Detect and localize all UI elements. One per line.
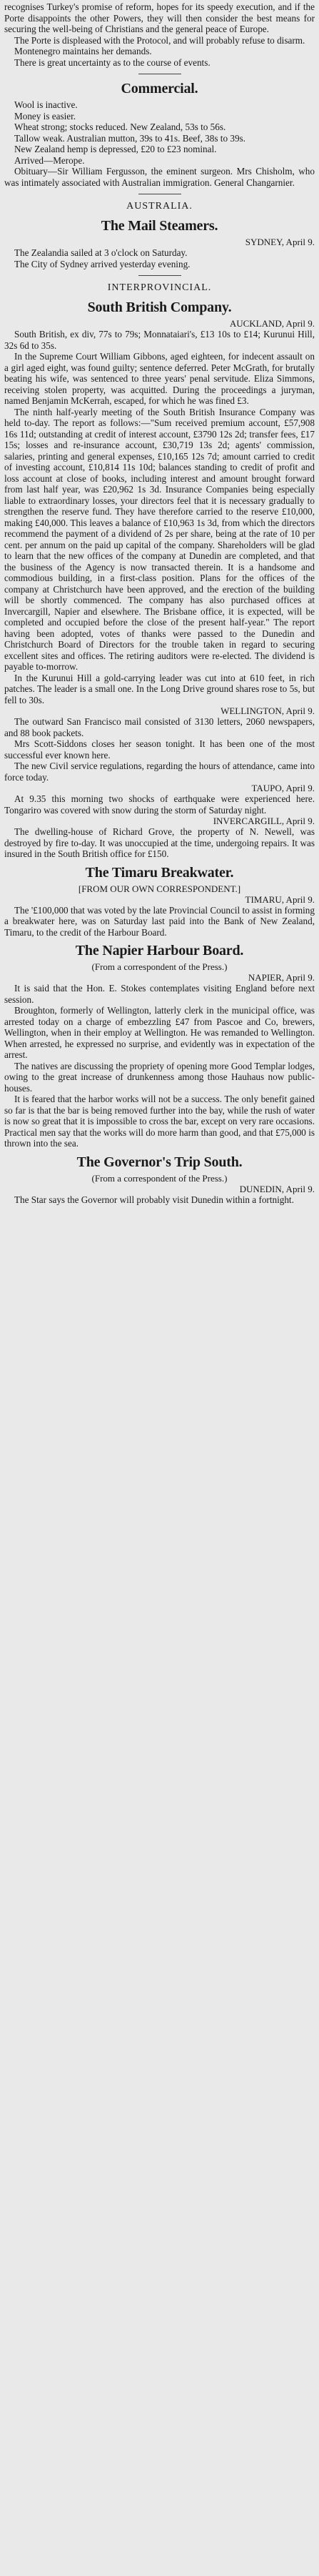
interprovincial-paragraph: The dwelling-house of Richard Grove, the property of N. Newell, was destroyed by fire to-day. It was unoccupied at the time, undergoing repairs. It was insured in the South British office for £150. xyxy=(4,826,315,859)
interprovincial-paragraph: In the Supreme Court William Gibbons, aged eighteen, for indecent assault on a girl aged eight, was found guilty; sentence deferred. Peter McGrath, for brutally beating his wife, was sentenced to three years' penal servitude. Eliza Simmons, receiving stolen property, was acquitted. During the proceedings a juryman, named Benjamin McKerrah, escaped, for which he was fined £3. xyxy=(4,351,315,406)
napier-paragraph: It is feared that the harbor works will not be a success. The only benefit gained so far is that the bar is being removed further into the bay, while the rush of water is now so great that it is impossible to cross the bar, except on very rare occasions. Practical men say that the works will do more harm than good, and that £75,000 is thrown into the sea. xyxy=(4,1094,315,1149)
interprovincial-paragraph: South British, ex div, 77s to 79s; Monnataiari's, £13 10s to £14; Kurunui Hill, 32s 6d to 35s. xyxy=(4,329,315,351)
commercial-paragraph: Arrived—Merope. xyxy=(14,154,85,166)
napier-section xyxy=(4,942,315,1149)
intro-paragraph: There is great uncertainty as to the course of events. xyxy=(14,56,211,68)
commercial-paragraph: Tallow weak. Australian mutton, 39s to 41s. Beef, 38s to 39s. xyxy=(14,132,245,144)
sydney-dateline: SYDNEY, April 9. xyxy=(245,237,315,247)
commercial-paragraph: Wool is inactive. xyxy=(14,99,78,110)
commercial-paragraph: New Zealand hemp is depressed, £20 to £23 nominal. xyxy=(14,144,217,154)
wellington-dateline: WELLINGTON, April 9. xyxy=(221,705,315,716)
australia-paragraph: The City of Sydney arrived yesterday evening. xyxy=(14,258,191,269)
interprovincial-paragraph: The ninth half-yearly meeting of the South British Insurance Company was held to-day. The report as follows:—"Sum received premium account, £57,908 16s 11d; outstanding at credit of interest account, £3790 12s 2d; transfer fees, £17 15s; losses and re-insurance account, £30,719 13s 2d; agents' commission, salaries, printing and general expenses, £10,165 12s 7d; amount carried to credit of investing account, £10,814 11s 10d; balances standing to credit of profit and loss account at close of books, including interest and amount brought forward from last half year, was £20,962 1s 3d. Insurance Companies being especially liable to extraordinary losses, your directors feel that it is necessary gradually to strengthen the reserve fund. They have therefore carried to the reserve £10,000, making £40,000. This leaves a balance of £10,963 1s 3d, from which the directors recommend the payment of a dividend of 2s per share, being at the rate of 10 per cent. per annum on the paid up capital of the company. Shareholders will be glad to learn that the new offices of the company at Dunedin are completed, and that the business of the Agency is now transacted therein. It is a handsome and commodious building, in a first-class position. Plans for the offices of the company at Christchurch have been approved, and the erection of the building will be shortly commenced. The company has also purchased offices at Invercargill, Napier and elsewhere. The Brisbane office, it is expected, will be completed and occupied before the close of the present half-year." The report having been adopted, votes of thanks were passed to the Dunedin and Christchurch Board of Directors for the trouble taken in regard to securing excellent sites and offices. The retiring auditors were re-elected. The dividend is payable to-morrow. xyxy=(4,406,315,672)
commercial-paragraph: Money is easier. xyxy=(14,110,76,122)
governor-section xyxy=(4,1154,315,1206)
auckland-dateline: AUCKLAND, April 9. xyxy=(229,318,315,329)
interprovincial-paragraph: The outward San Francisco mail consisted of 3130 letters, 2060 newspapers, and 88 book packets. xyxy=(4,716,315,738)
napier-heading: The Napier Harbour Board. xyxy=(75,943,244,958)
governor-heading: The Governor's Trip South. xyxy=(76,1154,243,1170)
governor-paragraph: The Star says the Governor will probably visit Dunedin within a fortnight. xyxy=(14,1194,294,1205)
interprovincial-paragraph: Mrs Scott-Siddons closes her season tonight. It has been one of the most successful ever known here. xyxy=(4,738,315,761)
governor-note: (From a correspondent of the Press.) xyxy=(91,1172,228,1184)
timaru-heading: The Timaru Breakwater. xyxy=(85,864,234,881)
commercial-heading: Commercial. xyxy=(121,81,198,96)
australia-label: AUSTRALIA. xyxy=(126,201,193,212)
australia-section xyxy=(4,200,315,269)
australia-paragraph: The Zealandia sailed at 3 o'clock on Saturday. xyxy=(14,247,188,258)
intro-paragraph: The Porte is displeased with the Protocol, and will probably refuse to disarm. xyxy=(14,34,305,46)
napier-paragraph: It is said that the Hon. E. Stokes contemplates visiting England before next session. xyxy=(4,983,315,1005)
dunedin-dateline: DUNEDIN, April 9. xyxy=(239,1183,315,1194)
commercial-section xyxy=(4,80,315,188)
napier-note: (From a correspondent of the Press.) xyxy=(91,961,228,972)
invercargill-dateline: INVERCARGILL, April 9. xyxy=(213,816,315,826)
interprovincial-paragraph: The new Civil service regulations, regarding the hours of attendance, came into force today. xyxy=(4,761,315,783)
intro-paragraph: recognises Turkey's promise of reform, hopes for its speedy execution, and if the Porte disappoints the other Powers, they will then consider the best means for securing the well-being of Christians and the general peace of Europe. xyxy=(4,1,315,34)
interprovincial-paragraph: At 9.35 this morning two shocks of earthquake were experienced here. Tongariro was covered with snow during the storm of Saturday night. xyxy=(4,793,315,816)
south-british-heading: South British Company. xyxy=(87,299,232,315)
commercial-paragraph: Obituary—Sir William Fergusson, the eminent surgeon. Mrs Chisholm, who was intimately associated with Australian immigration. General Changarnier. xyxy=(4,166,315,188)
interprovincial-section xyxy=(4,282,315,860)
intro-paragraph: Montenegro maintains her demands. xyxy=(14,46,152,56)
taupo-dateline: TAUPO, April 9. xyxy=(251,783,315,793)
divider xyxy=(138,275,181,276)
napier-paragraph: Broughton, formerly of Wellington, latterly clerk in the municipal office, was arrested today on a charge of embezzling £47 from Pascoe and Co, brewers, Wellington, when in their employ at Wellington. He was remanded to Wellington. When arrested, he expressed no surprise, and evidently was in expectation of the arrest. xyxy=(4,1005,315,1060)
interprovincial-paragraph: In the Kurunui Hill a gold-carrying leader was cut into at 610 feet, in rich patches. The leader is a small one. In the Long Drive ground shares rose to 5s, but fell to 30s. xyxy=(4,672,315,705)
interprovincial-label: INTERPROVINCIAL. xyxy=(107,282,212,293)
timaru-section xyxy=(4,864,315,938)
timaru-dateline: TIMARU, April 9. xyxy=(245,893,315,905)
timaru-note: [FROM OUR OWN CORRESPONDENT.] xyxy=(78,883,241,894)
commercial-paragraph: Wheat strong; stocks reduced. New Zealand, 53s to 56s. xyxy=(14,122,226,132)
mail-steamers-heading: The Mail Steamers. xyxy=(101,218,218,234)
intro-section xyxy=(4,1,315,68)
napier-paragraph: The natives are discussing the propriety of opening more Good Templar lodges, owing to the great increase of drunkenness among those Hauhaus now public-houses. xyxy=(4,1060,315,1094)
timaru-paragraph: The '£100,000 that was voted by the late Provincial Council to assist in forming a breakwater here, was on Saturday last paid into the Bank of New Zealand, Timaru, to the credit of the Harbour Board. xyxy=(4,904,315,938)
napier-dateline: NAPIER, April 9. xyxy=(248,972,315,983)
